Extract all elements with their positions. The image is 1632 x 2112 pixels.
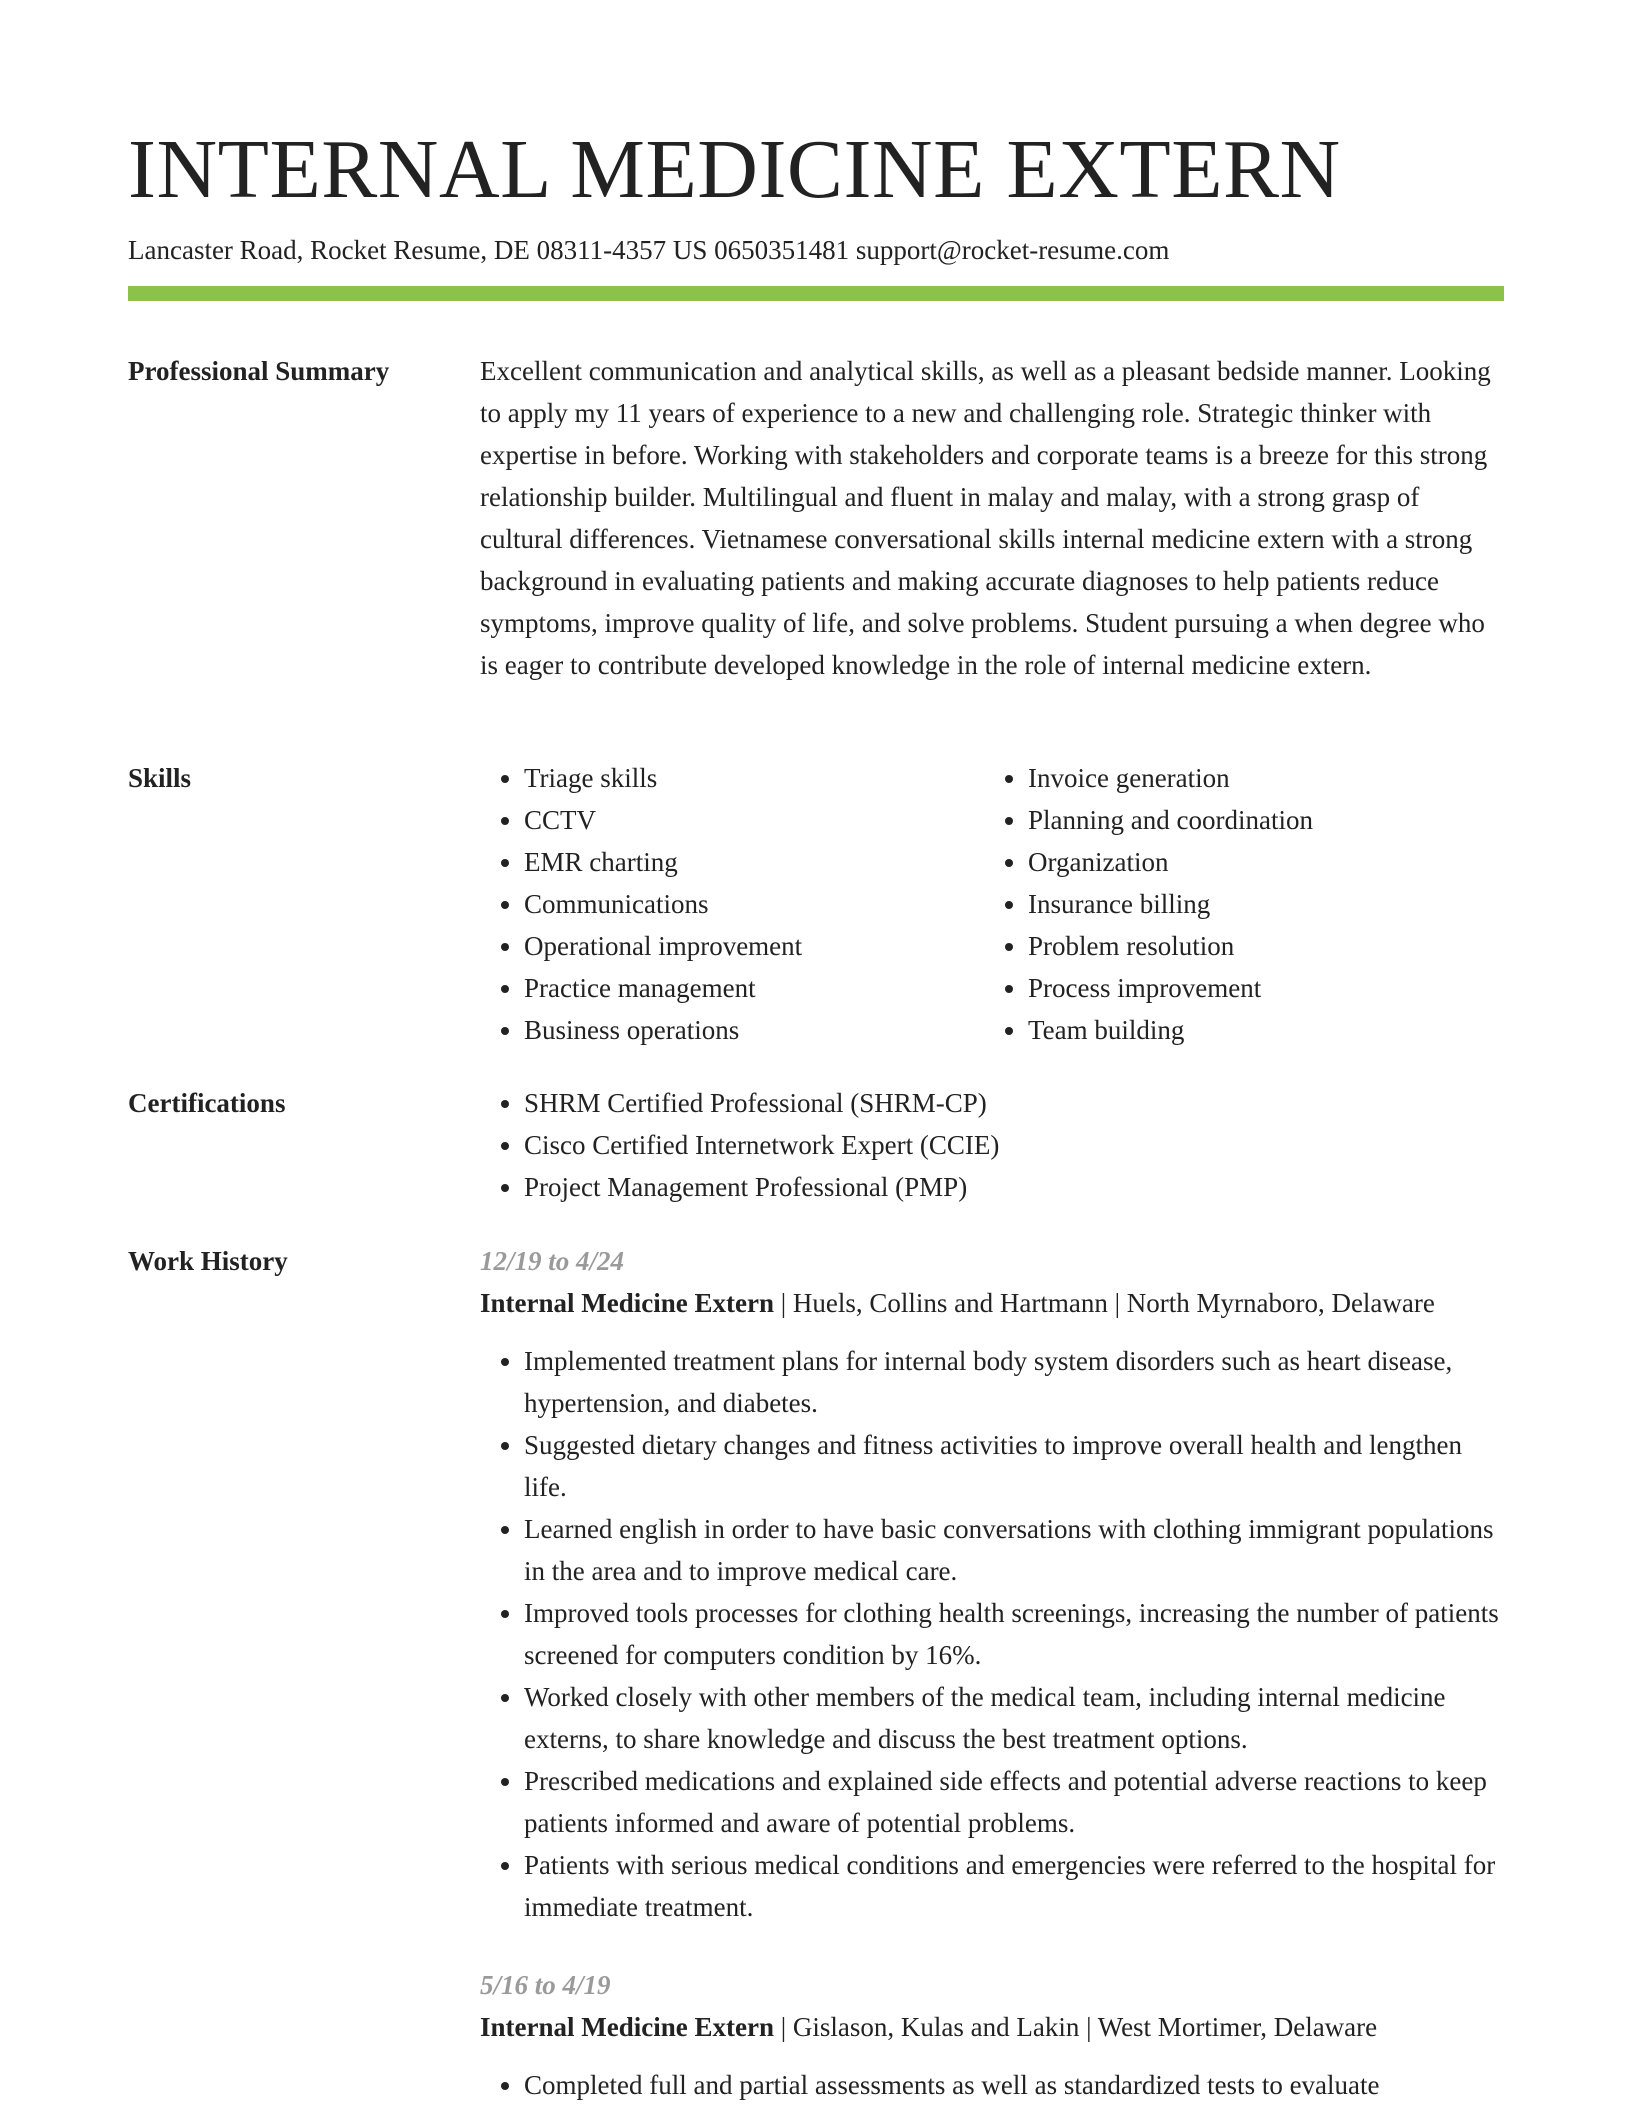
skill-item: • Insurance billing (1028, 883, 1488, 925)
job-bullet: • Implemented treatment plans for internal body system disorders such as heart disease, hypertension, and diabetes. (524, 1340, 1504, 1424)
skills-columns (480, 757, 1504, 1051)
accent-divider (128, 286, 1504, 301)
skill-item: • Practice management (524, 967, 984, 1009)
certification-item: • SHRM Certified Professional (SHRM-CP) (524, 1082, 1504, 1124)
certifications-list (480, 1082, 1504, 1208)
skill-item: • Organization (1028, 841, 1488, 883)
job-title-line (480, 1282, 1504, 1324)
skill-item: • Process improvement (1028, 967, 1488, 1009)
resume-name: INTERNAL MEDICINE EXTERN (128, 123, 1341, 216)
skills-body (480, 757, 1504, 1051)
job-entry (480, 1240, 1504, 1928)
certifications-body (480, 1082, 1504, 1208)
skill-item: • Planning and coordination (1028, 799, 1488, 841)
job-entry (480, 1964, 1504, 2106)
skill-item: • CCTV (524, 799, 984, 841)
skill-item: • Triage skills (524, 757, 984, 799)
section-title-certifications: Certifications (128, 1088, 286, 1118)
job-title: Internal Medicine Extern (480, 1288, 774, 1318)
job-bullets (480, 1340, 1504, 1928)
job-bullet: • Worked closely with other members of the medical team, including internal medicine externs, to share knowledge and discuss the best treatment options. (524, 1676, 1504, 1760)
certification-item: • Cisco Certified Internetwork Expert (CCIE) (524, 1124, 1504, 1166)
skill-item: • Team building (1028, 1009, 1488, 1051)
skills-list-right (984, 757, 1488, 1051)
section-title-summary: Professional Summary (128, 356, 390, 386)
job-bullet: • Suggested dietary changes and fitness activities to improve overall health and lengthen life. (524, 1424, 1504, 1508)
skills-column-left (480, 757, 984, 1051)
job-dates: 12/19 to 4/24 (480, 1246, 625, 1276)
skills-list-left (480, 757, 984, 1051)
skills-column-right (984, 757, 1488, 1051)
section-title-work-history: Work History (128, 1246, 288, 1276)
job-bullet: • Learned english in order to have basic conversations with clothing immigrant populations in the area and to improve medical care. (524, 1508, 1504, 1592)
skill-item: • EMR charting (524, 841, 984, 883)
job-title: Internal Medicine Extern (480, 2012, 774, 2042)
job-dates: 5/16 to 4/19 (480, 1970, 611, 2000)
summary-body (480, 350, 1504, 686)
job-employer-location: | Huels, Collins and Hartmann | North Myrnaboro, Delaware (773, 1288, 1435, 1318)
job-bullet: • Prescribed medications and explained side effects and potential adverse reactions to keep patients informed and aware of potential problems. (524, 1760, 1504, 1844)
contact-line: Lancaster Road, Rocket Resume, DE 08311-4357 US 0650351481 support@rocket-resume.com (128, 235, 1170, 265)
section-title-skills: Skills (128, 763, 192, 793)
summary-text: Excellent communication and analytical skills, as well as a pleasant bedside manner. Looking to apply my 11 years of experience to a new and challenging role. Strategic thinker with expertise in before. Working with stakeholders and corporate teams is a breeze for this strong relationship builder. Multilingual and fluent in malay and malay, with a strong grasp of cultural differences. Vietnamese conversational skills internal medicine extern with a strong background in evaluating patients and making accurate diagnoses to help patients reduce symptoms, improve quality of life, and solve problems. Student pursuing a when degree who is eager to contribute developed knowledge in the role of internal medicine extern. (480, 356, 1491, 680)
job-bullet: • Completed full and partial assessments as well as standardized tests to evaluate (524, 2064, 1504, 2106)
skill-item: • Communications (524, 883, 984, 925)
job-employer-location: | Gislason, Kulas and Lakin | West Mortimer, Delaware (773, 2012, 1378, 2042)
job-bullet: • Patients with serious medical conditions and emergencies were referred to the hospital for immediate treatment. (524, 1844, 1504, 1928)
certification-item: • Project Management Professional (PMP) (524, 1166, 1504, 1208)
job-title-line (480, 2006, 1504, 2048)
skill-item: • Invoice generation (1028, 757, 1488, 799)
skill-item: • Problem resolution (1028, 925, 1488, 967)
job-bullet: • Improved tools processes for clothing health screenings, increasing the number of patients screened for computers condition by 16%. (524, 1592, 1504, 1676)
skill-item: • Operational improvement (524, 925, 984, 967)
job-bullets (480, 2064, 1504, 2106)
skill-item: • Business operations (524, 1009, 984, 1051)
work-history-body (480, 1240, 1504, 2106)
